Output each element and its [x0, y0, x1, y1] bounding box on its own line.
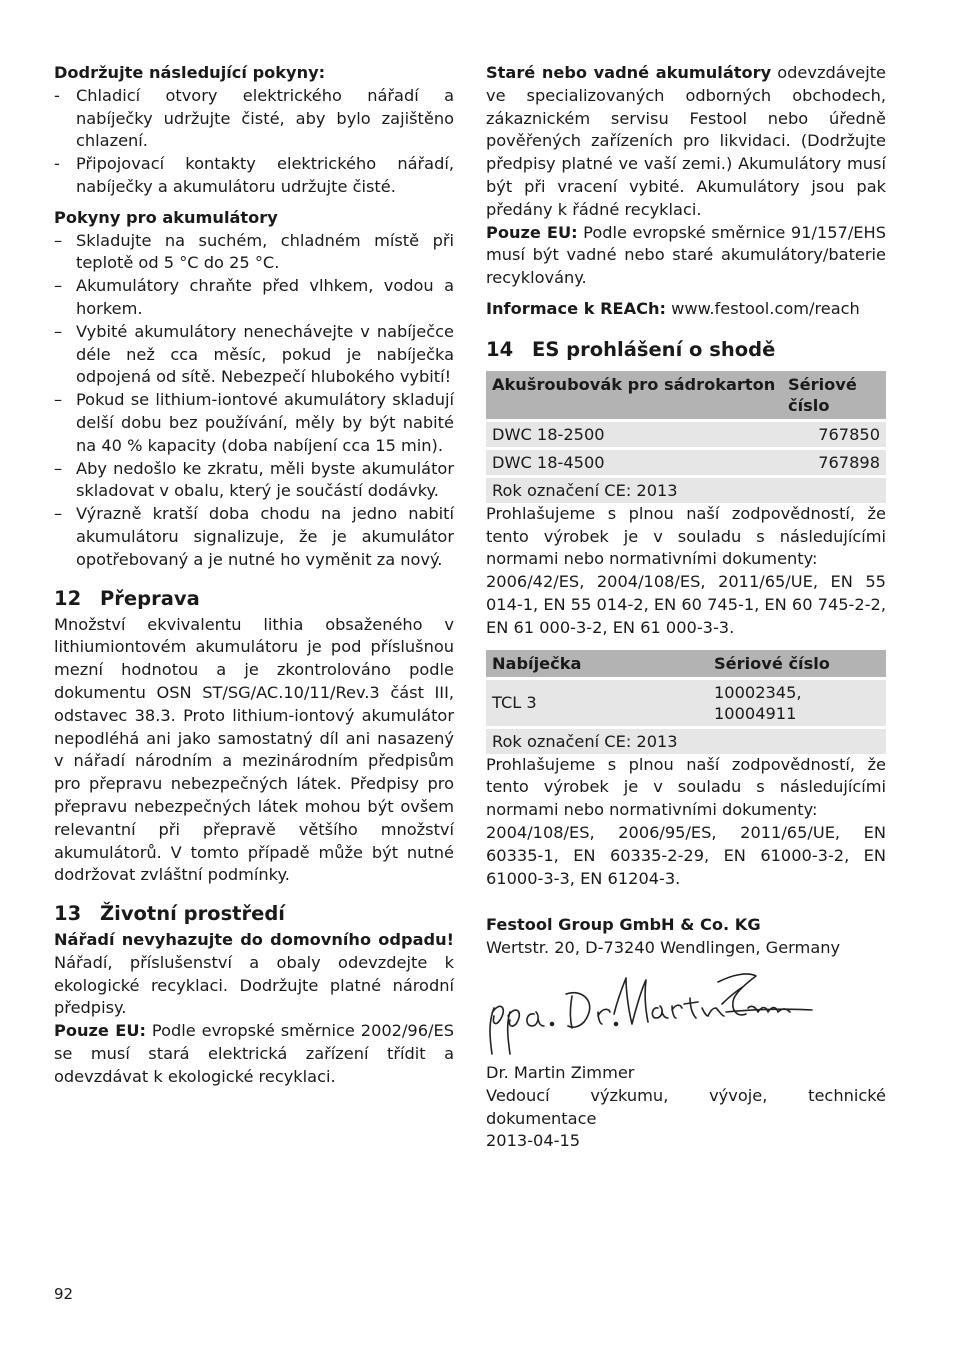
table-header: Akušroubovák pro sádrokarton	[486, 371, 782, 421]
table-row: DWC 18-4500 767898	[486, 448, 886, 476]
norms-list-2: 2004/108/ES, 2006/95/ES, 2011/65/UE, EN 60335-1, EN 60335-2-29, EN 61000-3-2, EN 61000-3-3, EN 61204-3.	[486, 822, 886, 888]
list-item: – Pokud se lithium-iontové akumulátory skladují delší dobu bez používání, měly by být nabité na 40 % kapacity (doba nabíjení cca 15 min).	[54, 390, 454, 455]
section-13-text-1: Nářadí nevyhazujte do domovního odpadu! Nářadí, příslušenství a obaly odevzdejte k ekologické recyklaci. Dodržujte platné národní předpisy.	[54, 930, 454, 1018]
declaration-text-1: Prohlašujeme s plnou naší zodpovědností, že tento výrobek je v souladu s následujícími normami nebo normativními dokumenty:	[486, 503, 886, 569]
list-item: - Připojovací kontakty elektrického nářadí, nabíječky a akumulátoru udržujte čisté.	[54, 154, 454, 196]
right-column	[486, 62, 886, 1153]
section-12-heading: 12 Přeprava	[54, 586, 200, 610]
list-item: – Výrazně kratší doba chodu na jedno nabití akumulátoru signalizuje, že je akumulátor opotřebovaný a je nutné ho vyměnit za nový.	[54, 504, 454, 569]
section-14-heading: 14 ES prohlášení o shodě	[486, 337, 776, 361]
section-13-heading: 13 Životní prostředí	[54, 902, 285, 926]
list-item: – Skladujte na suchém, chladném místě při teplotě od 5 °C do 25 °C.	[54, 230, 454, 273]
instructions-list	[54, 85, 454, 199]
table-row: Rok označení CE: 2013	[486, 727, 886, 754]
table-row: Rok označení CE: 2013	[486, 476, 886, 503]
signer-role: Vedoucí výzkumu, vývoje, technické dokumentace	[486, 1085, 886, 1128]
list-item: – Vybité akumulátory nenechávejte v nabíječce déle než cca měsíc, pokud je nabíječka odpojená od sítě. Nebezpečí hlubokého vybití!	[54, 321, 454, 387]
table-header: Sériové číslo	[708, 650, 886, 679]
signature-image	[486, 968, 816, 1058]
table-row: TCL 3 10002345, 10004911	[486, 678, 886, 727]
conformity-table-charger	[486, 650, 886, 754]
company-name: Festool Group GmbH & Co. KG	[486, 915, 761, 935]
old-batteries-text: Staré nebo vadné akumulátory odevzdávejte ve specializovaných odborných obchodech, zákaznickém servisu Festool nebo úředně pověřených zařízeních pro likvidaci. (Dodržujte předpisy platné ve vaší zemi.) Akumulátory musí být při vracení vybité. Akumulátory jsou pak předány k řádné recyklaci.	[486, 63, 886, 219]
list-item: – Akumulátory chraňte před vlhkem, vodou a horkem.	[54, 276, 454, 318]
table-header: Nabíječka	[486, 650, 708, 679]
signer-name: Dr. Martin Zimmer	[486, 1062, 635, 1082]
reach-info: Informace k REACh: www.festool.com/reach	[486, 298, 860, 318]
company-address: Wertstr. 20, D-73240 Wendlingen, Germany	[486, 938, 841, 958]
conformity-table-drill	[486, 371, 886, 503]
declaration-text-2: Prohlašujeme s plnou naší zodpovědností, že tento výrobek je v souladu s následujícími normami nebo normativními dokumenty:	[486, 754, 886, 820]
declaration-date: 2013-04-15	[486, 1131, 581, 1151]
table-row: DWC 18-2500 767850	[486, 420, 886, 448]
battery-heading: Pokyny pro akumulátory	[54, 207, 278, 227]
page-number: 92	[54, 1285, 74, 1303]
section-13-text-2: Pouze EU: Podle evropské směrnice 2002/96/ES se musí stará elektrická zařízení třídit a odevzdávat k ekologické recyklaci.	[54, 1021, 454, 1086]
section-12-text: Množství ekvivalentu lithia obsaženého v lithiumiontovém akumulátoru je pod příslušnou mezní hodnotou a je zkontrolováno podle dokumentu OSN ST/SG/AC.10/11/Rev.3 část III, odstavec 38.3. Proto lithium-iontový akumulátor nepodléhá ani jako samostatný díl ani nasazený v nářadí národním a mezinárodním předpisům pro přepravu nebezpečných látek. Předpisy pro přepravu nebezpečných látek mohou být ovšem relevantní při přepravě většího množství akumulátorů. V tomto případě může být nutné dodržovat zvláštní podmínky.	[54, 614, 454, 885]
list-item: – Aby nedošlo ke zkratu, měli byste akumulátor skladovat v obalu, který je součástí dodávky.	[54, 458, 454, 501]
list-item: - Chladicí otvory elektrického nářadí a nabíječky udržujte čisté, aby bylo zajištěno chlazení.	[54, 85, 454, 151]
left-column	[54, 62, 454, 1089]
instructions-heading: Dodržujte následující pokyny:	[54, 63, 326, 82]
battery-list	[54, 230, 454, 572]
eu-batteries-text: Pouze EU: Podle evropské směrnice 91/157/EHS musí být vadné nebo staré akumulátory/baterie recyklovány.	[486, 222, 886, 288]
table-header: Sériové číslo	[782, 371, 886, 421]
norms-list-1: 2006/42/ES, 2004/108/ES, 2011/65/UE, EN 55 014-1, EN 55 014-2, EN 60 745-1, EN 60 745-2-2, EN 61 000-3-2, EN 61 000-3-3.	[486, 572, 886, 637]
